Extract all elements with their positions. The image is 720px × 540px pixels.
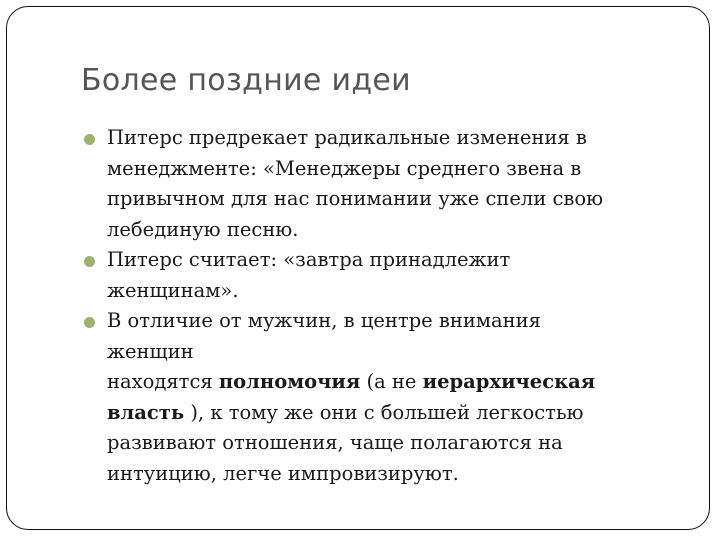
bullet-item [83, 245, 683, 306]
bullet-dot-icon [84, 317, 95, 328]
text-line: интуицию, легче импровизируют. [107, 461, 459, 485]
text-line: В отличие от мужчин, в центре внимания [107, 309, 541, 332]
bullet-item [83, 306, 683, 489]
emphasis-text: власть [107, 400, 185, 424]
emphasis-text: полномочия [218, 370, 361, 393]
text-run: ), к тому же они с большей легкостью [184, 400, 584, 424]
text-run: находятся [107, 370, 219, 393]
bullet-text [107, 306, 683, 489]
emphasis-text: иерархическая [422, 370, 596, 393]
text-line: привычном для нас понимании уже спели свою [107, 187, 604, 210]
text-line: Питерс считает: «завтра принадлежит [107, 248, 511, 271]
text-line [107, 367, 683, 398]
text-run: (а не [360, 370, 423, 393]
bullet-dot-icon [84, 134, 95, 145]
text-line: женщинам». [107, 278, 239, 302]
text-line: развивают отношения, чаще полагаются на [107, 431, 563, 454]
slide-title: Более поздние идеи [81, 63, 411, 98]
bullet-text [107, 123, 683, 245]
text-line: лебединую песню. [107, 217, 299, 241]
bullet-list [83, 123, 683, 489]
bullet-text [107, 245, 683, 306]
text-line: женщин [107, 339, 194, 363]
bullet-item [83, 123, 683, 245]
bullet-dot-icon [84, 256, 95, 267]
slide-frame [6, 6, 710, 530]
text-line [107, 398, 683, 429]
text-line: Питерс предрекает радикальные изменения в [107, 126, 587, 149]
text-line: менеджменте: «Менеджеры среднего звена в [107, 156, 582, 180]
